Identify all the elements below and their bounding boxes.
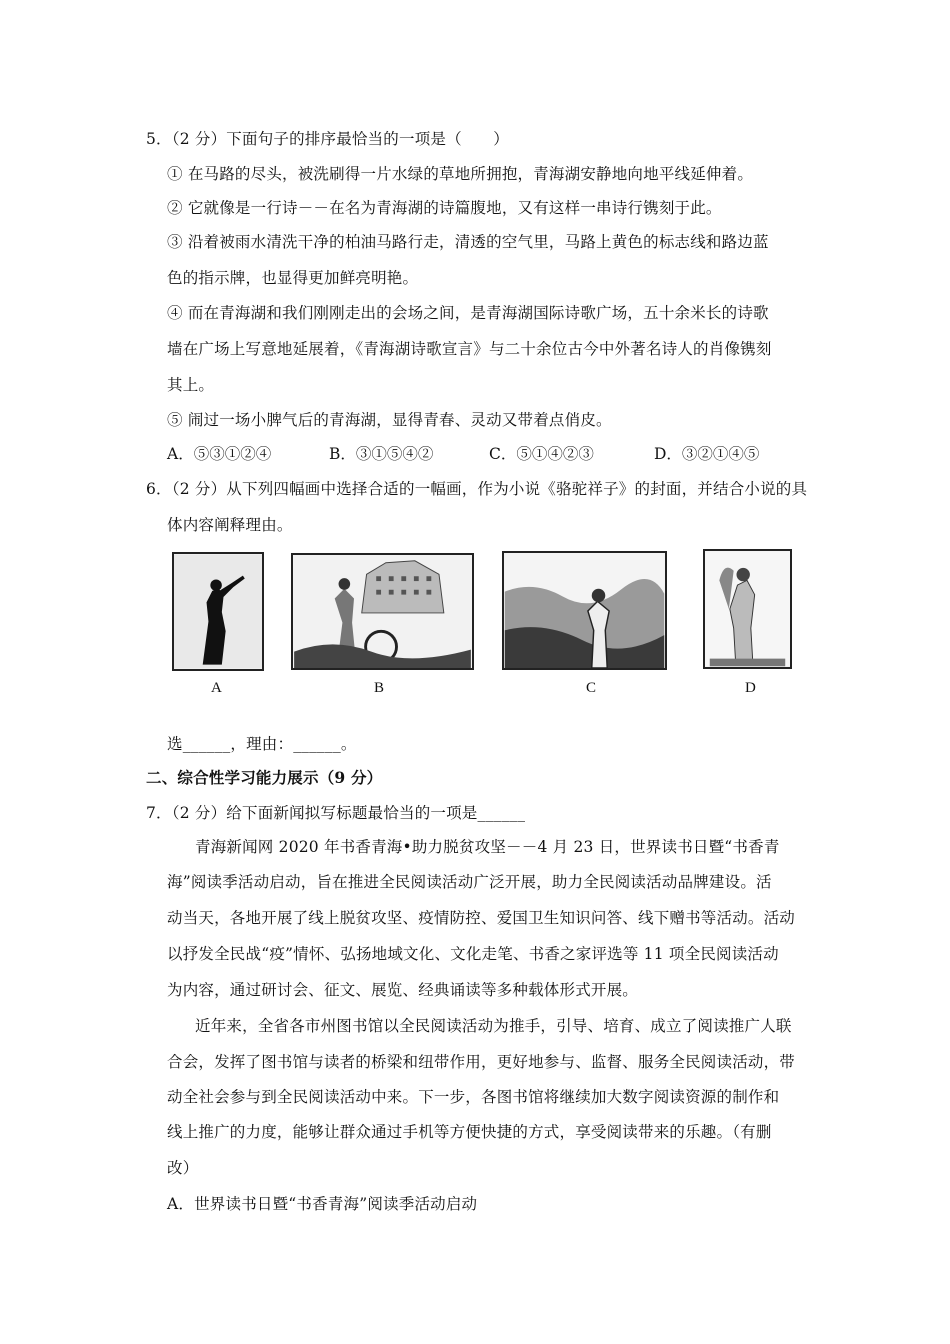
picture-a[interactable] (172, 552, 264, 671)
q5-option-b[interactable]: B．③①⑤④② (329, 445, 434, 463)
q7-p2-line-2: 合会，发挥了图书馆与读者的桥梁和纽带作用，更好地参与、监督、服务全民阅读活动，带 (167, 1053, 796, 1071)
picture-c-label: C (586, 680, 597, 696)
q5-option-a[interactable]: A．⑤③①②④ (167, 445, 272, 463)
q7-p1-line-2: 海”阅读季活动启动，旨在推进全民阅读活动广泛开展，助力全民阅读活动品牌建设。活 (167, 873, 772, 891)
section-2-heading: 二、综合性学习能力展示（9 分） (146, 768, 383, 787)
q6-answer-line[interactable]: 选______，理由：______。 (167, 735, 357, 753)
q5-sentence-4b: 墙在广场上写意地延展着，《青海湖诗歌宣言》与二十余位古今中外著名诗人的肖像镌刻 (167, 340, 772, 358)
q5-sentence-4c: 其上。 (167, 376, 215, 394)
picture-b-label: B (374, 680, 385, 696)
picture-d-label: D (745, 680, 756, 696)
q7-p1-line-1: 青海新闻网 2020 年书香青海•助力脱贫攻坚－－4 月 23 日，世界读书日暨“书香青 (195, 838, 780, 856)
q5-sentence-3a: ③ 沿着被雨水清洗干净的柏油马路行走，清透的空气里，马路上黄色的标志线和路边蓝 (167, 233, 769, 251)
picture-d[interactable] (703, 549, 792, 669)
rickshaw-city-gate-icon (293, 555, 472, 668)
q5-sentence-3b: 色的指示牌，也显得更加鲜亮明艳。 (167, 269, 419, 287)
q7-option-a[interactable]: A．世界读书日暨“书香青海”阅读季活动启动 (167, 1195, 478, 1213)
q6-stem-b: 体内容阐释理由。 (167, 516, 293, 534)
q5-option-c[interactable]: C．⑤①④②③ (489, 445, 594, 463)
q7-p1-line-5: 为内容，通过研讨会、征文、展览、经典诵读等多种载体形式开展。 (167, 981, 639, 999)
q5-sentence-2: ② 它就像是一行诗－－在名为青海湖的诗篇腹地，又有这样一串诗行镌刻于此。 (167, 199, 722, 217)
picture-b[interactable] (291, 553, 474, 670)
q5-sentence-5: ⑤ 闹过一场小脾气后的青海湖，显得青春、灵动又带着点俏皮。 (167, 411, 612, 429)
silhouette-figure-icon (174, 554, 262, 669)
q6-stem-a: 6．（2 分）从下列四幅画中选择合适的一幅画，作为小说《骆驼祥子》的封面，并结合小说的具 (146, 480, 808, 498)
man-in-landscape-icon (504, 553, 665, 668)
standing-figure-icon (705, 551, 790, 667)
picture-c[interactable] (502, 551, 667, 670)
q7-p2-line-4: 线上推广的力度，能够让群众通过手机等方便快捷的方式，享受阅读带来的乐趣。（有删 (167, 1123, 772, 1141)
q7-p2-line-3: 动全社会参与到全民阅读活动中来。下一步，各图书馆将继续加大数字阅读资源的制作和 (167, 1088, 780, 1106)
q5-sentence-1: ① 在马路的尽头，被洗刷得一片水绿的草地所拥抱，青海湖安静地向地平线延伸着。 (167, 165, 754, 183)
q7-p1-line-4: 以抒发全民战“疫”情怀、弘扬地域文化、文化走笔、书香之家评选等 11 项全民阅读活动 (167, 945, 779, 963)
picture-a-label: A (211, 680, 222, 696)
q5-sentence-4a: ④ 而在青海湖和我们刚刚走出的会场之间，是青海湖国际诗歌广场，五十余米长的诗歌 (167, 304, 769, 322)
q7-p2-line-5: 改） (167, 1159, 199, 1177)
q7-p2-line-1: 近年来，全省各市州图书馆以全民阅读活动为推手，引导、培育、成立了阅读推广人联 (195, 1017, 792, 1035)
q5-stem: 5．（2 分）下面句子的排序最恰当的一项是（ ） (146, 130, 509, 148)
q7-p1-line-3: 动当天，各地开展了线上脱贫攻坚、疫情防控、爱国卫生知识问答、线下赠书等活动。活动 (167, 909, 796, 927)
q5-option-d[interactable]: D．③②①④⑤ (654, 445, 760, 463)
q7-stem: 7．（2 分）给下面新闻拟写标题最恰当的一项是______ (146, 804, 526, 822)
